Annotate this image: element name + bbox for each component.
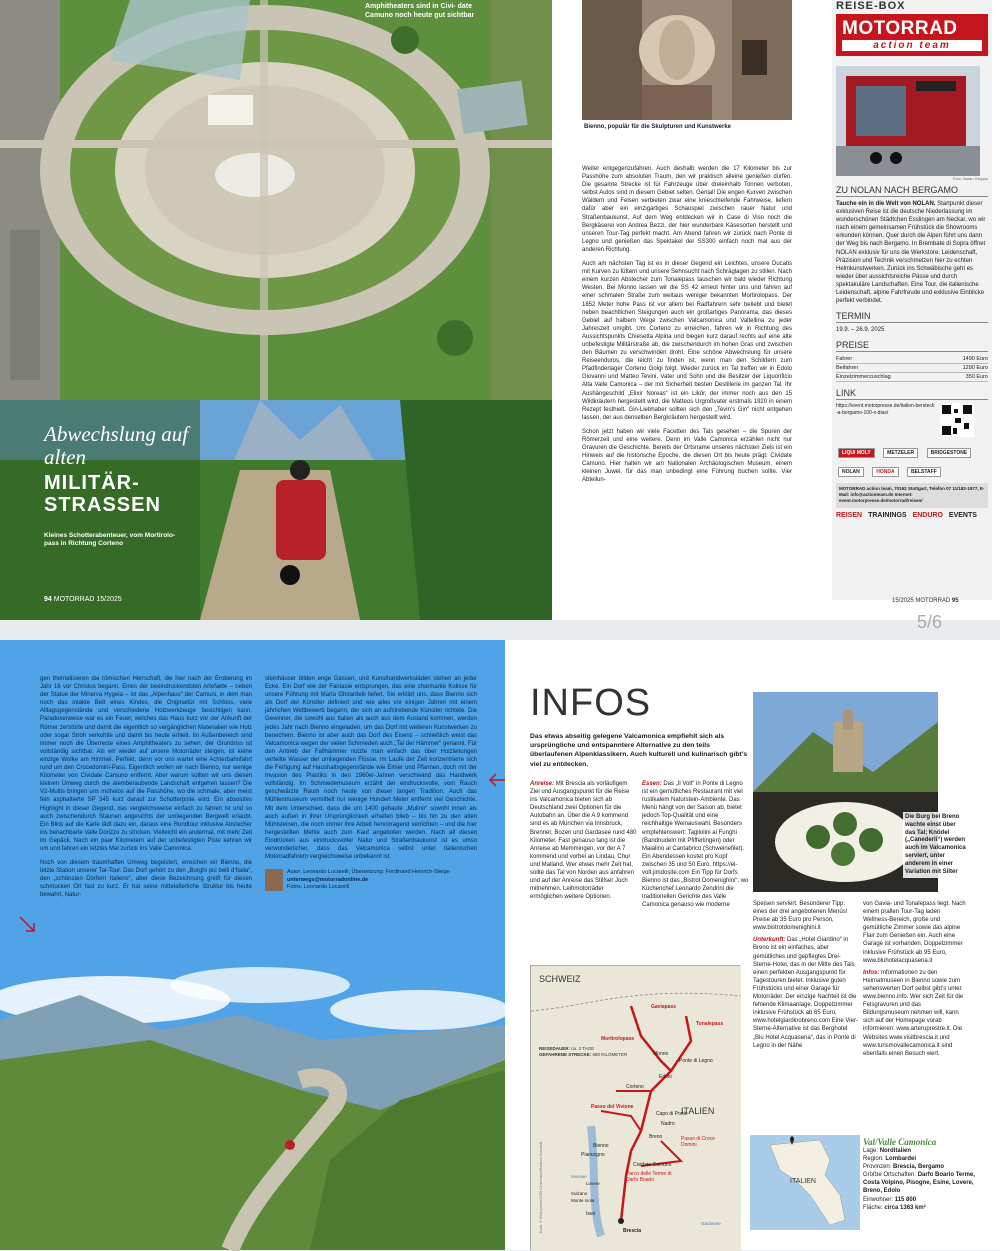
box-title: REISE-BOX [836,0,906,12]
paragraph: Speisen serviert. Besonderer Tipp: eines der drei angebotenen Menüs! Preise ab 35 Euro pro Person, www.bistrotdomenighini.it [753,901,848,932]
paragraph: gen thematisieren die römischen Herrschaft, die hier nach der Eroberung im Jahr 16 vor Christus begann. Eines der beeindruckendsten Artefakte – neben der Statue der Minerva Hygeia – ist das „Alpenhaus“ der Camuni, in dem man noch das intakte Bett eines Kindes, die Originaltür mit Schloss, viele Alltagsgegenstände und verschiedene Holzwerkzeuge besichtigen kann. Paradoxerweise war es ein Feuer, welches das Haus kurz vor der Ankunft der Römer zerstörte und damit die eigentlich so vergänglichen Materialien wie Holz oder sogar Stroh verkohlte und damit bis heute erhielt. Im Außenbereich sind immer noch die Überreste eines Amphitheaters zu sehen, der Grundriss ist vollständig sichtbar. Als wir wieder auf unsere Motorräder steigen, ist keine einzige Wolke am Himmel. Perfekt, denn vor uns wartet eine Achterbahnfahrt rund um den Crocedomini-Pass. Eigentlich wollen wir nach Bienno, nur wenige Kilometer von Cividate Camuno entfernt. Aber warum sollten wir uns diesen kleinen Umweg durch die atemberaubende Landschaft entgehen lassen? Die V2-Multis bringen uns mühelos auf die Passhöhe, wo die schmale, aber meist fein asphaltierte SP 345 kurz darauf zur Schotterpiste wird. Ein absolutes Highlight in dieser Gegend, das vergleichsweise einfach zu fahren ist und so auch zwischendurch Staunen angesichts der umliegenden Bergwelt erlaubt. Ein Blick auf die Karte lädt dazu ein, daraus eine Rundtour inklusive Abstecher ins benachbarte Valle Dorizzo zu stricken. Vielleicht ein andermal, mit mehr Zeit im Gepäck. Nach ein paar Kilometern auf der unbefestigten Piste kehren wir um und fahren ein letztes Mal zurück ins Valle Camonica. [40,676,252,852]
headline-italic: Abwechslung auf alten [44,422,189,470]
box-text: Startpunkt dieser exklusiven Reise ist die deutsche Niederlassung im wunderschönen Städtchen Esslingen am Neckar, wo wir nach einem gemeinsamen Frühstück die Showrooms erkunden können. Quer durch die Alpen führt uns dann der Weg bis nach Bergamo. In Brembate di Sopra öffnet NOLAN exklusiv für uns die Werkstore. Leidenschaft, Präzision und Technik verschmelzen hier zu echten Helmkunstwerken. Zurück ins Schwäbische geht es wieder über aussichtsreiche Pässe und durch spektakuläre Landschaften. Eine Tour, die italienische Leidenschaft, alpine Fahrfreude und exklusive Einblicke perfekt verbindet. [836,201,986,305]
essen-label: Essen: [642,781,662,787]
fact-label: Provinzen: [863,1164,892,1171]
author-email[interactable]: unterwegs@motorradonline.de [287,876,369,883]
map-place: Iseo [586,1211,596,1217]
brand-bottom: action team [842,40,982,51]
fact-label: Fläche: [863,1204,883,1211]
contact-info: MOTORRAD action team, 70162 Stuttgart, Telefon 07 11/182-1977, E-Mail: info@actionteam.de Internet: event.motorpresse.de/motorrad/reisen/ [836,483,988,507]
inset-label: ITALIEN [790,1178,816,1185]
essen-text: Das „Il Volt“ in Ponte di Legno ist ein gemütliches Restaurant mit viel rustikalem Naturstein-Ambiente. Das Menü hängt von der Saison ab, bietet jedoch Top-Qualität und eine reichhaltige Weinauswahl. Besonders empfehlenswert: Tagliolini ai Funghi (Bandnudeln mit Pfifferlingen) oder Maialino al Cantabrico (Schweinefilet). Ein Abendessen kostet pro Kopf zwischen 35 und 50 Euro, https://el-volt.jimdosite.com Ein Tipp für Dorfs Bienno ist das „Bistrot Domenighini“, wo Küchenchef Leonardo Zendrini die traditionellen Gerichte des Valle Camonica genauso wie moderne [642,781,749,909]
sponsor-logos [836,441,988,479]
termin-value: 19.9. – 26.9. 2025 [836,327,885,334]
map-place: Breno [649,1134,663,1140]
paragraph: Auch am nächsten Tag ist es in dieser Gegend ein Leichtes, unsere Ducatis mit Kurven zu füttern und unsere Sehnsucht nach Schräglagen zu stillen. Nach einem kurzen Abstecher zum Tonalepass tauschen wir bald wieder Richtung Westen. Bei Monno lassen wir die SS 42 erneut hinter uns und fahren auf einer schmalen Straße zum weitaus weniger bekannten Mortirolopass. Der 1852 Meter hohe Pass ist vor allem bei Radfahrern sehr beliebt und bietet neben beachtlichen Steigungen auch ein großartiges Panorama, das dieses Gebiet auf halbem Wege zwischen Valcamonica und Valtellina zu jeder Jahreszeit umgibt. Um Corteno zu erreichen, fahren wir in Richtung des Aussichtspunkts Chiesetta Alpina und biegen kurz darauf rechts auf eine alte unbefestigte Militärstraße ab, die zwischendurch im hohen Gras und zwischen den Bäumen zu verschwinden droht. Eine schöne Abwechslung für unsere Reiseenduros, die leicht zu finden ist, wenn man den Schildern zum Pfadfinderlager Corteno Golgi folgt. Wieder zurück im Tal treffen wir in Edolo Giovanni und Matteo Tevini, Vater und Sohn und die Besitzer der Liquorificio Alta Valle Camonica – der mit Sicherheit besten Destillerie im ganzen Tal. Ihr Aushängeschild „Elixir Noreas“ ist ein Likör, der immer noch aus den 15 Wildkräutern hergestellt wird, die Matteos Urgroßvater erstmals 1920 in einem Rezept festhielt. Gin-Liebhaber sollten sich den „Tevin’s Gin“ nicht entgehen lassen, der aus denselben Bergkräutern hergestellt wird. [582,261,792,421]
sponsor-logo: LIQUI MOLY [838,448,875,458]
price-row [836,364,988,373]
infos-label: Infos: [863,969,880,976]
sponsor-logo: BRIDGESTONE [927,448,972,458]
fact-label: Größte Ortschaften: [863,1172,917,1179]
avatar [265,869,283,891]
price-label: Fahrer [836,356,853,363]
sponsor-logo: NOLAN [838,467,864,477]
category-reisen[interactable]: REISEN [836,511,863,519]
region-line [863,1171,978,1195]
map-place: Bienno [593,1143,609,1149]
map-place: Edolo [659,1074,672,1080]
country-label-ch: SCHWEIZ [539,974,581,984]
photo-caption: Amphitheaters sind in Civi- date Camuno noch heute gut sichtbar [365,3,475,20]
paragraph: steinhäuser bilden enge Gassen, und Kunsthandwerksläden stehen an jeder Ecke. Ein Dorf wie der Fantasie entsprungen, das eine charmante Kulisse für unsere Führung mit Marta Ghirardelli liefert. Sie erklärt uns, dass Bienno sich als Dorf der Künstler definiert und wie alles vor einigen Jahren mit einem jährlichen Wettbewerb begann, der sich an aufstrebende Künstler richtete. Die Gewinner, die sowohl aus Italien als auch aus dem Ausland kommen, werden jedes Jahr nach Bienno eingeladen, um das Dorf mit weiteren Kunstwerken zu bereichern. Bienno ist aber auch das Dorf des Eisens – schließlich weist das Valcamonica wegen der vielen Schmieden auch „Tal der Hämmer“ genannt. Für den Antrieb der Fallhämmer nutzte man einfach das über Holzleitungen verteilte Wasser der umliegenden Flüsse. Im Laufe der Zeit konzentrierte sich die Fertigung auf Haushaltsgegenstände wie Eimer und Pfannen, doch mit der Invasion des Plastiks in den 1960er-Jahren verschwand das Handwerk vollständig. Im Schmiedemuseum erzählt der eindrucksvolle, vom Rauch geschwärzte Raum noch heute von dieser langen Tradition. Auch das Mühlenmuseum vermittelt nur wenige Hundert Meter entfernt viel Geschichte. Mit dem Unterschied, dass die um 1400 gebaute „Mulino“ sowohl innen als auch außen in ihrer Ursprünglichkeit erhalten blieb – bis hin zu den alten Mühlsteinen, die noch immer ihre Arbeit hervorragend verrichten – und die hier hergestellten Mehle auch zum Kauf angeboten werden. Nach all diesen Eindrücken aus eindrucksvoller Natur und Straßenbaukunst ist es umso verwunderlicher, dass das Valcamonica selbst unter italienischen Motorradfahrern vergleichsweise unbekannt ist. [265,676,477,861]
paragraph: Weiter entgegenzufahren. Auch deshalb werden die 17 Kilometer bis zur Passhöhe zum absoluten Traum, den wir praktisch alleine genießen dürfen. Die gesamte Strecke ist für Fahrzeuge über dreieinhalb Tonnen verboten, selbst Autos sind in diesem Gebiet selten. Genial! Die engen Kurven zwischen Wäldern und Felsen verbieten zwar eine knieschleifende Fahrweise, liefern dafür aber ein einzigartiges Schauspiel zwischen rauer Natur und Straßenbaukunst. Auf dem Weg entdecken wir in Case di Viso noch die Bergkäserei von Andrea Bezzi, der hier wunderbare Käsesorten herstellt und unseren Tour-Tag perfekt macht. Am Abend fahren wir zurück nach Ponte di Legno und genießen das Spektakel der SS300 einfach noch mal aus der anderen Richtung. [582,166,792,253]
map-place: Gardasee [701,1221,721,1226]
reisedauer-value: ca. 3 TAGE [571,1046,595,1051]
link-row [836,403,988,437]
box-text-container [836,200,988,305]
termin-label: TERMIN [836,311,988,323]
article-body [582,165,792,485]
region-line [863,1163,978,1171]
author-box [265,869,477,891]
motorrad-action-team-logo [836,14,988,56]
photo-caption: Bienno, populär für die Skulpturen und Kunstwerke [584,124,732,130]
category-trainings[interactable]: TRAININGS [868,511,907,519]
map-place: Cividate Camuno [633,1162,672,1168]
photo-caption-2: Kleines Schotterabenteuer, vom Mortirolo- pass in Richtung Corteno [44,532,176,548]
map-place: Parco delle Terme di Darfo Boario [626,1171,672,1183]
info-column-3 [753,900,858,1050]
fact-value: Lombardei [885,1156,917,1163]
reise-box [832,0,992,600]
map-place: Gaviapass [651,1004,677,1010]
text-column-2 [265,675,477,891]
map-place: Piancogno [581,1152,605,1158]
price-label: Beifahrer [836,365,859,372]
box-lead: Tauche ein in die Welt von NOLAN. [836,201,936,207]
headline-bold: MILITÄR- STRASSEN [44,472,161,516]
anreise-label: Anreise: [530,781,555,787]
folio [892,598,959,604]
region-title: Val/Valle Camonica [863,1137,937,1147]
map-place: Capo di Ponte [656,1111,688,1117]
page-title: INFOS [530,682,652,724]
fact-value: Brescia, Bergamo [893,1164,945,1171]
anreise-text: Mit Brescia als vorläufigem Ziel und Ausgangspunkt für die Reise ins Valcamonica bieten sich ab Deutschland zwei Optionen für die Autobahn an. Über die A 9 kommend sind es ab München via Innsbruck, Brenner, Bozen und Gardasee rund 480 Kilometer. Fast genauso lang ist die Anreise ab Memmingen, vor der A 7 kommend und vorbei an Lindau, Chur und Mailand. Wer etwas mehr Zeit hat, sollte das Tal von Norden aus anfahren und auf der Anreise das Stilfser Joch mitnehmen. Leihmotorräder ermöglichen weitere Optionen. [530,781,637,901]
map-place: Corteno [626,1084,644,1090]
country-label-it: ITALIEN [681,1106,715,1116]
anreise-section [530,780,638,901]
unterkunft-text: Das „Hotel Giardino“ in Breno ist ein einfaches, aber gemütliches und gepflegtes Drei-Sterne-Hotel, das in der Mitte des Tals einen perfekten Ausgangspunkt für Tagestouren bietet. Inklusive guten Frühstücks und einer Garage für Motorräder. Der einzige Nachteil ist die fehlende Klimaanlage. Doppelzimmer inklusive Frühstück ab 65 Euro, www.hotelgiardinobreno.com Eine Vier-Sterne-Alternative ist das Berghotel „Blu Hotel Acquasena“, das in Ponte di Legno in der Nähe [753,937,858,1049]
fact-value: 115 800 [894,1196,917,1203]
sponsor-logo: METZELER [883,448,918,458]
sponsor-logo: HONDA [872,467,898,477]
fact-label: Region: [863,1156,884,1163]
link-label: LINK [836,388,988,400]
strecke-label: GEFAHRENE STRECKE: [539,1052,592,1058]
unterkunft-section [753,936,858,1049]
map-credit: Karte: © Motorpresse/OSM Contributors/Beatrice Kubrandt [539,1141,543,1233]
fact-value: Darfo Boario Terme, Costa Volpino, Pisogne, Esine, Lovere, Breno, Edolo [863,1172,975,1195]
map-place: Monte Isola [571,1198,595,1203]
reisedauer-label: REISEDAUER: [539,1046,571,1051]
map-facts [539,1046,627,1059]
region-line [863,1155,978,1163]
box-heading: ZU NOLAN NACH BERGAMO [836,185,988,197]
infos-page [505,640,1000,1250]
category-enduro[interactable]: ENDURO [912,511,943,519]
info-column-1 [530,780,638,901]
region-line [863,1196,978,1204]
photo-credit: Fotos: Leonardo Lucarelli [287,884,350,890]
info-column-2 [642,780,750,910]
folio-magazine: 15/2025 MOTORRAD [892,598,951,604]
region-line [863,1204,978,1212]
fact-label: Einwohner: [863,1196,894,1203]
price-row [836,373,988,382]
price-value: 1490 Euro [962,356,988,363]
infos-section [863,969,968,1058]
map-place: Ponte di Legno [679,1058,713,1064]
map-place: Tonalepass [696,1021,724,1027]
author-line: Autor: Leonardo Lucarelli; Übersetzung: Ferdinand Heinrich-Steige [287,869,450,876]
map-place: Passo di Croce Domini [681,1136,715,1148]
folio [44,596,122,603]
map-place: Passo del Vivione [591,1104,634,1110]
category-nav [836,512,988,519]
brand-top: MOTORRAD [842,18,958,39]
link-url[interactable]: https://event.motorpresse.de/italien-bersteck-a-bergamo-100-x-dias/ [836,403,935,417]
sponsor-logo: BELSTAFF [907,467,941,477]
amphitheater-aerial-photo [0,0,552,620]
magazine-page-95 [552,0,1000,632]
price-value: 1290 Euro [962,365,988,372]
unterkunft-label: Unterkunft: [753,937,786,944]
page-number: 95 [951,598,959,604]
fact-value: Norditalien [879,1148,912,1154]
map-place: Nadro [661,1121,675,1127]
bienno-sculpture-photo [582,0,792,120]
infos-text: Informationen zu den Heimatmuseen in Bienno sowie zum sehenswerten Dorf selbst gibt’s unter www.bienno.info. Wer sich Zeit für die Felsgravuren und das Bildungsmuseum nehmen will, kann sich auf der Homepage vorab informieren: www.arteruprestre.it. Die Websites www.visitbrescia.it und www.turismovallecamonica.it sind ebenfalls einen Besuch wert. [863,969,964,1057]
paragraph: von Gavia- und Tonalepass liegt. Nach einem prallen Tour-Tag laden Wellness-Bereich, große und gemütliche Zimmer sowie das alpine Flair zum Genießen ein. Auch eine Garage ist vorhanden. Doppelzimmer inklusive Frühstück ab 95 Euro, www.bluhotelacquasena.it [863,901,966,964]
strecke-value: 680 KILOMETER [592,1052,628,1058]
page-number: 94 [44,596,52,603]
intro-text: Das etwas abseitig gelegene Valcamonica empfiehlt sich als ursprüngliche und entspanntere Alternative zu den teils überlaufenen Alpenklassikern. Auch kulturell und kulinarisch gibt’s viel zu entdecken. [530,733,748,768]
paragraph: Noch von diesem traumhaften Umweg begeistert, erreichen wir Bienno, die letzte Station unserer Tal-Tour. Das Dorf gehört zu den „Borghi più belli d’Italia“, den „schönsten Dörfern Italiens“, aber diese Bezeichnung greift für diesen schmucken Ort fast zu kurz. Er hat seine mittelalterliche Struktur bis heute bewahrt, Natur- [40,860,252,899]
photo-credit: Foto: Nolan Gruppo [952,176,988,181]
paragraph: Schon jetzt haben wir viele Facetten des Tals gesehen – die Spuren der Römerzeit und eine weitere. Denn im Valle Camonica erzählen nicht nur Gravuren die Geschichte. Bereits der Ortsname unseres nächsten Ziels ist ein Hinweis auf die historische Epoche, die diesen Ort bis heute prägt: Cividate Camuno. Hier halten wir am Nationalen Archäologischen Museum, einem kleinen Juwel, für das man unbedingt eine Führung buchen sollte. Vier Abteilun- [582,428,792,484]
text-column-1 [40,675,252,900]
region-line [863,1147,978,1155]
essen-section [642,780,750,910]
fact-value: circa 1363 km² [884,1204,926,1211]
folio-magazine: MOTORRAD 15/2025 [53,596,122,603]
arrow-marker-icon [18,915,38,935]
page-marker: 5/6 [917,612,943,632]
category-events[interactable]: EVENTS [948,511,977,519]
preise-label: PREISE [836,340,988,352]
fact-label: Lage: [863,1148,879,1154]
map-place: Sulzano [571,1191,588,1196]
magazine-page-94 [0,0,552,620]
article-continuation-page [0,640,505,1250]
price-label: Einzelzimmerzuschlag [836,374,891,381]
route-map [530,965,740,1250]
region-facts [863,1137,978,1212]
price-value: 350 Euro [965,374,988,381]
author-credits [287,869,450,891]
map-place: Brescia [623,1228,642,1234]
map-place: Lovere [586,1181,600,1186]
qr-code-icon[interactable] [940,403,974,437]
photo-caption: Die Burg bei Breno wachte einst über das Tal; Knödel („Canederli“) werden auch im Valcamonica serviert, unter anderem in einer Variation mit Silter [903,812,968,878]
map-place: Monno [653,1051,669,1057]
map-place: Iseosee [571,1174,587,1179]
price-row [836,355,988,364]
map-place: Mortirolopass [601,1036,635,1042]
nolan-building-photo [836,66,980,176]
price-table [836,355,988,382]
info-column-4 [863,900,968,1058]
